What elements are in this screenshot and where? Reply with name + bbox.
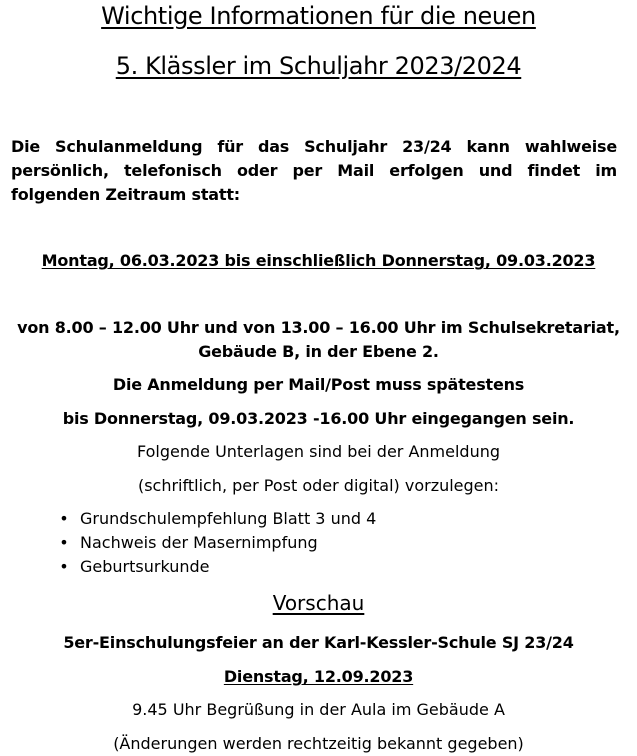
deadline-line-1: Die Anmeldung per Mail/Post muss spätestens	[112, 375, 525, 394]
registration-date-range: Montag, 06.03.2023 bis einschließlich Donnerstag, 09.03.2023	[41, 251, 596, 270]
list-item-text: Grundschulempfehlung Blatt 3 und 4	[80, 509, 377, 528]
enrollment-ceremony-time: 9.45 Uhr Begrüßung in der Aula im Gebäude A	[132, 700, 505, 719]
bullet-icon: •	[59, 509, 69, 528]
required-documents-list	[58, 507, 376, 579]
enrollment-ceremony-date: Dienstag, 12.09.2023	[223, 667, 414, 686]
office-hours-line-1: von 8.00 – 12.00 Uhr und von 13.00 – 16.00 Uhr im Schulsekretariat,	[17, 318, 620, 337]
list-item	[58, 531, 376, 555]
document-title-line-2: 5. Klässler im Schuljahr 2023/2024	[115, 52, 522, 80]
list-item	[58, 507, 376, 531]
deadline-line-2: bis Donnerstag, 09.03.2023 -16.00 Uhr eingegangen sein.	[62, 409, 575, 428]
preview-heading: Vorschau	[272, 591, 365, 615]
bullet-icon: •	[59, 533, 69, 552]
documents-intro-line-1: Folgende Unterlagen sind bei der Anmeldung	[136, 442, 501, 461]
bullet-icon: •	[59, 557, 69, 576]
office-hours-line-2: Gebäude B, in der Ebene 2.	[198, 342, 439, 361]
list-item-text: Geburtsurkunde	[80, 557, 210, 576]
enrollment-ceremony-title: 5er-Einschulungsfeier an der Karl-Kessler-Schule SJ 23/24	[63, 633, 574, 652]
list-item	[58, 555, 376, 579]
documents-intro-line-2: (schriftlich, per Post oder digital) vorzulegen:	[137, 476, 500, 495]
intro-paragraph: Die Schulanmeldung für das Schuljahr 23/24 kann wahlweise persönlich, telefonisch oder per Mail erfolgen und findet im folgenden Zeitraum statt:	[11, 137, 617, 204]
document-title-line-1: Wichtige Informationen für die neuen	[101, 2, 536, 30]
list-item-text: Nachweis der Masernimpfung	[80, 533, 318, 552]
changes-note: (Änderungen werden rechtzeitig bekannt gegeben)	[113, 734, 524, 753]
